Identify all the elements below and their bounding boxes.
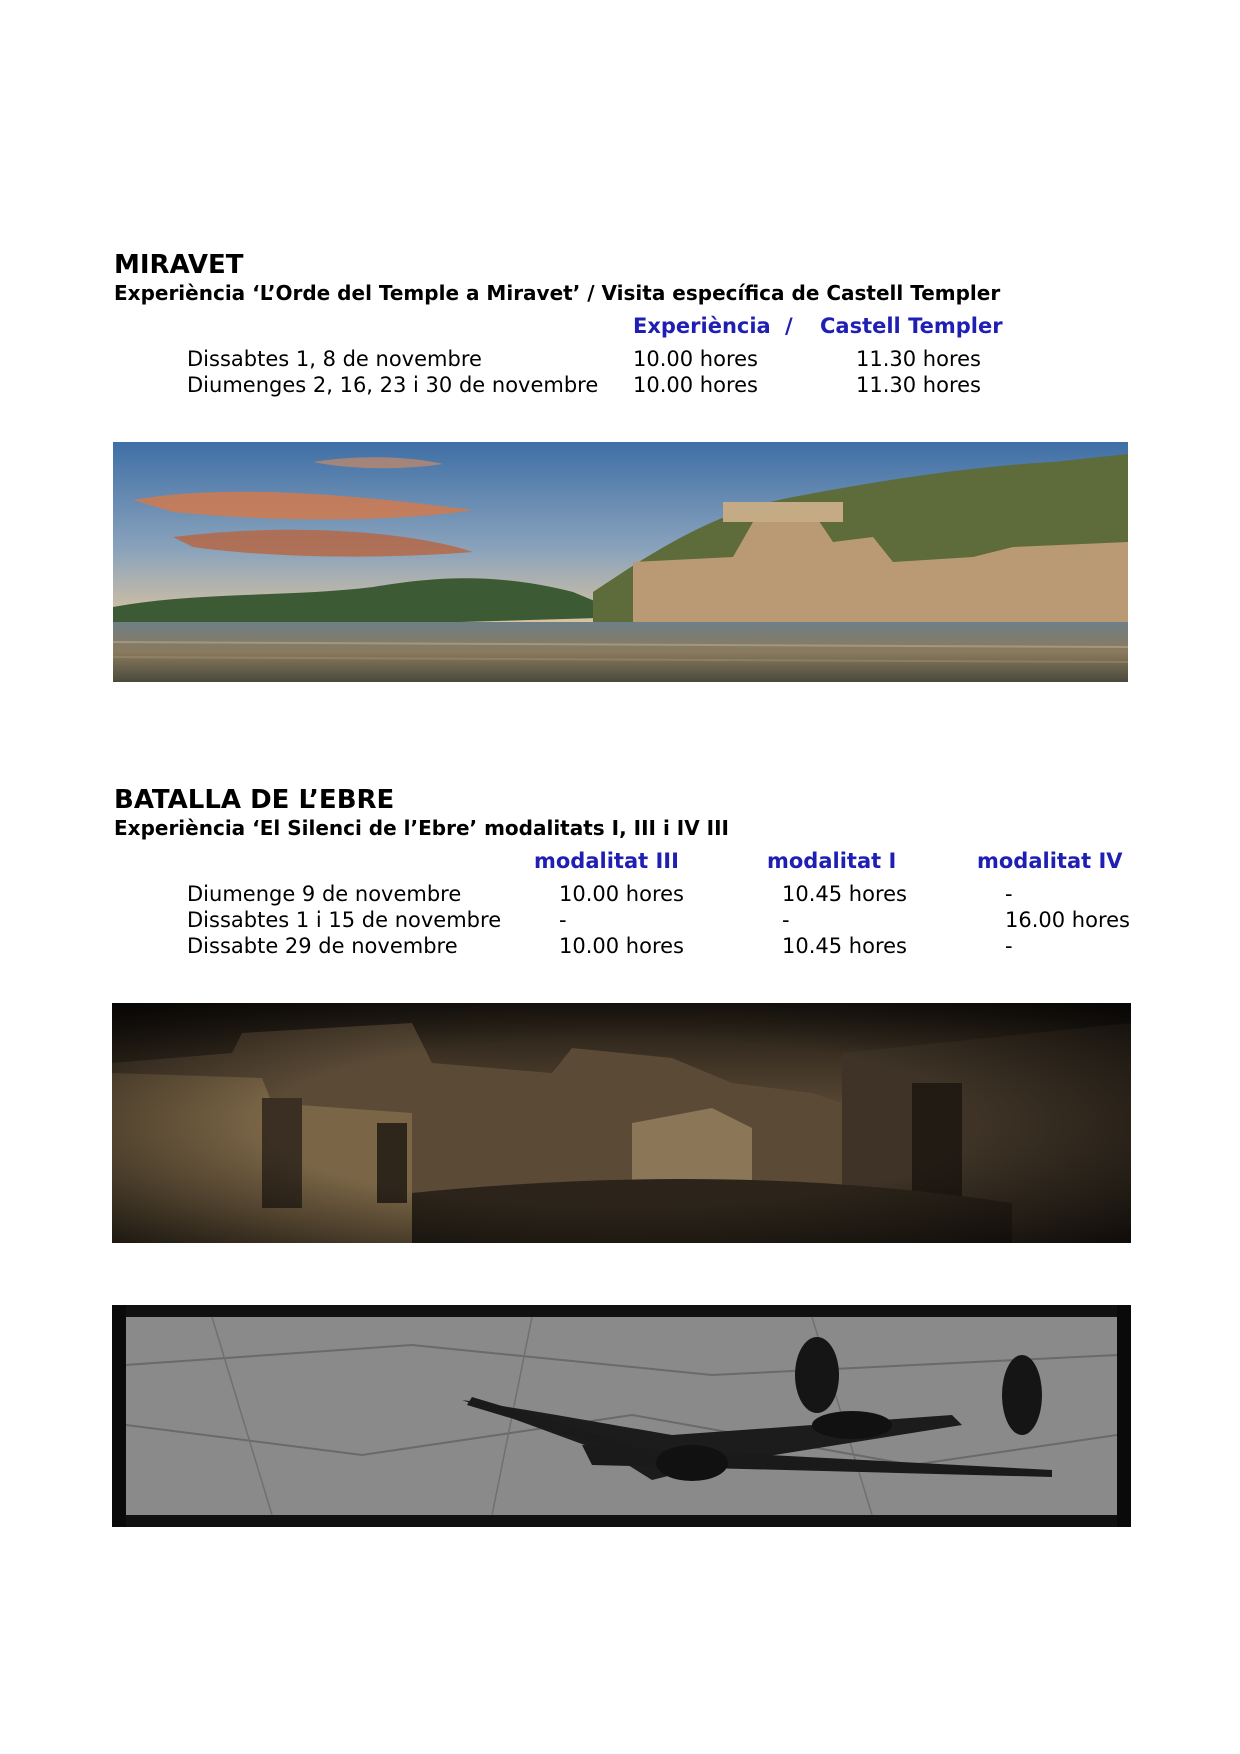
batalla-row-1-c3: - [1005,882,1013,906]
batalla-title: BATALLA DE L’EBRE [114,785,395,815]
miravet-row-1-castell: 11.30 hores [856,347,981,371]
batalla-row-3-label: Dissabte 29 de novembre [187,934,458,958]
batalla-row-3-c1: 10.00 hores [559,934,684,958]
miravet-col-separator: / [785,314,793,338]
batalla-col-modalitat-iv: modalitat IV [977,849,1123,873]
batalla-row-1-c2: 10.45 hores [782,882,907,906]
batalla-row-3-c3: - [1005,934,1013,958]
batalla-row-1-label: Diumenge 9 de novembre [187,882,462,906]
miravet-row-1-experiencia: 10.00 hores [633,347,758,371]
miravet-col-experiencia: Experiència [633,314,771,338]
miravet-subtitle: Experiència ‘L’Orde del Temple a Miravet’ / Visita específica de Castell Templer [114,281,1001,305]
miravet-col-castell: Castell Templer [820,314,1003,338]
miravet-row-2-label: Diumenges 2, 16, 23 i 30 de novembre [187,373,599,397]
miravet-row-2-castell: 11.30 hores [856,373,981,397]
miravet-row-2-experiencia: 10.00 hores [633,373,758,397]
miravet-title: MIRAVET [114,250,244,280]
batalla-row-2-label: Dissabtes 1 i 15 de novembre [187,908,502,932]
ruined-village-photo [112,1003,1131,1243]
batalla-row-2-c1: - [559,908,567,932]
miravet-row-1-label: Dissabtes 1, 8 de novembre [187,347,482,371]
batalla-row-3-c2: 10.45 hores [782,934,907,958]
miravet-castle-photo [113,442,1128,682]
batalla-col-modalitat-iii: modalitat III [534,849,679,873]
aircraft-photo [112,1305,1131,1527]
batalla-row-2-c2: - [782,908,790,932]
batalla-subtitle: Experiència ‘El Silenci de l’Ebre’ modalitats I, III i IV III [114,816,729,840]
batalla-row-2-c3: 16.00 hores [1005,908,1130,932]
batalla-row-1-c1: 10.00 hores [559,882,684,906]
batalla-col-modalitat-i: modalitat I [767,849,897,873]
